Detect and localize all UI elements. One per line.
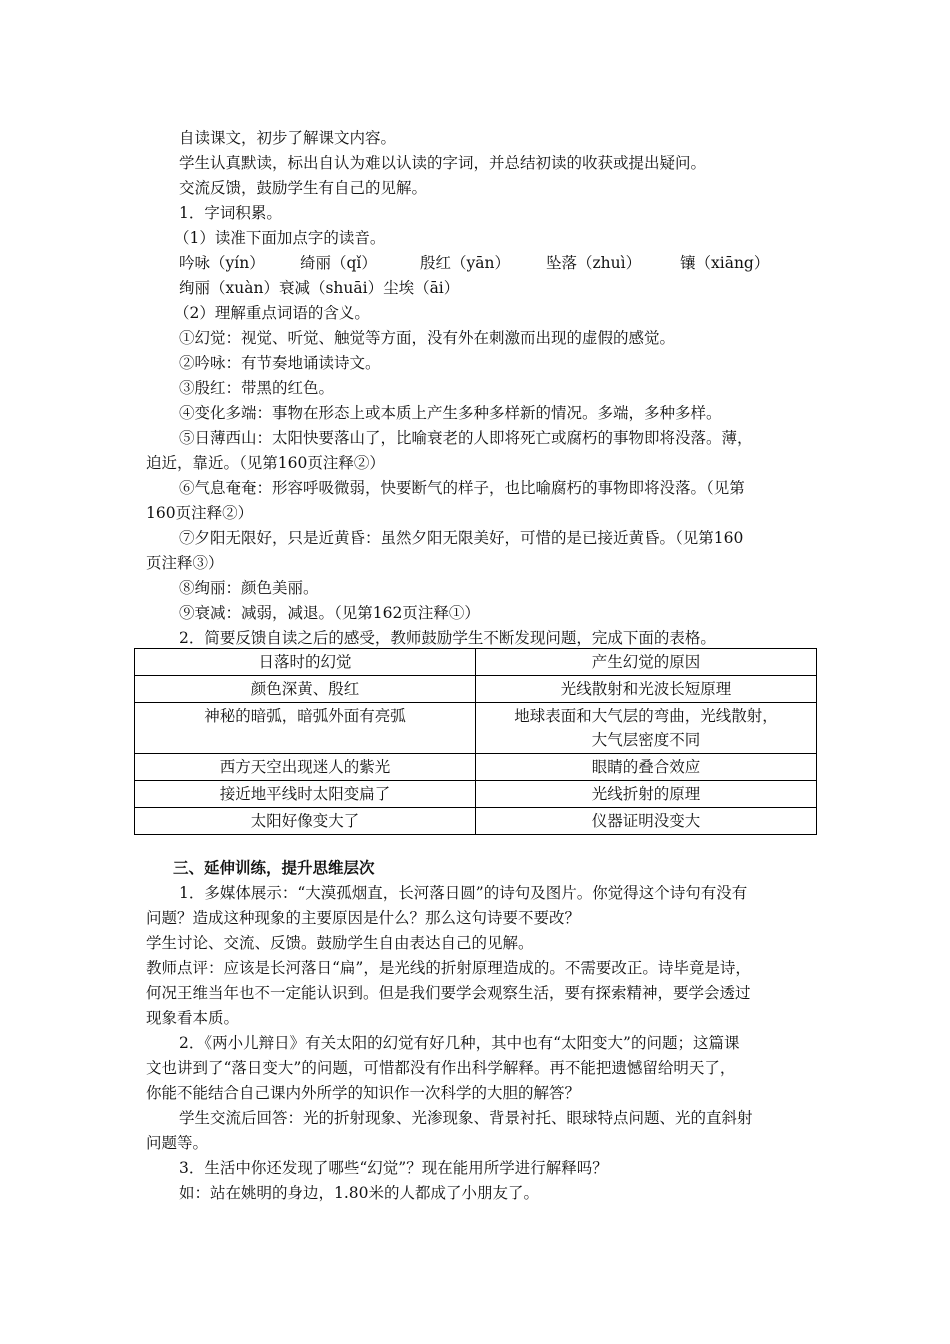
teacher-comment-cont: 何况王维当年也不一定能认识到。但是我们要学会观察生活，要有探索精神，要学会透过 — [146, 984, 751, 1002]
table-cell: 光线折射的原理 — [476, 781, 817, 808]
pronunciation-heading: （1）读准下面加点字的读音。 — [174, 229, 386, 247]
question-cont: 文也讲到了“落日变大”的问题，可惜都没有作出科学解释。再不能把遗憾留给明天了， — [146, 1059, 736, 1077]
pinyin-item: 坠落（zhuì） — [546, 254, 642, 272]
table-cell-line: 大气层密度不同 — [591, 731, 701, 749]
question: 1．多媒体展示：“大漠孤烟直，长河落日圆”的诗句及图片。你觉得这个诗句有没有 — [179, 884, 748, 902]
meaning-item: ⑦夕阳无限好，只是近黄昏：虽然夕阳无限美好，可惜的是已接近黄昏。（见第160 — [179, 529, 744, 547]
table-cell: 接近地平线时太阳变扁了 — [135, 781, 476, 808]
meaning-item: ⑤日薄西山：太阳快要落山了，比喻衰老的人即将死亡或腐朽的事物即将没落。薄， — [179, 429, 753, 447]
paragraph: 2．简要反馈自读之后的感受，教师鼓励学生不断发现问题，完成下面的表格。 — [179, 629, 716, 647]
teacher-comment: 教师点评：应该是长河落日“扁”，是光线的折射原理造成的。不需要改正。诗毕竟是诗， — [146, 959, 751, 977]
paragraph: 自读课文，初步了解课文内容。 — [179, 129, 397, 147]
meaning-item: ⑥气息奄奄：形容呼吸微弱，快要断气的样子，也比喻腐朽的事物即将没落。（见第 — [179, 479, 745, 497]
table-row — [135, 703, 817, 754]
pinyin-item: 殷红（yān） — [420, 254, 510, 272]
meaning-item: ⑨衰减：减弱，减退。（见第162页注释①） — [179, 604, 480, 622]
table-cell-line: 地球表面和大气层的弯曲，光线散射， — [514, 707, 778, 725]
table-cell: 颜色深黄、殷红 — [135, 676, 476, 703]
table-header: 产生幻觉的原因 — [476, 649, 817, 676]
meaning-item: ③殷红：带黑的红色。 — [179, 379, 335, 397]
meaning-item: ⑧绚丽：颜色美丽。 — [179, 579, 319, 597]
table-row — [135, 676, 817, 703]
meaning-item-cont: 页注释③） — [146, 554, 224, 572]
section-heading: 三、延伸训练，提升思维层次 — [173, 858, 375, 877]
question: 3．生活中你还发现了哪些“幻觉”？现在能用所学进行解释吗？ — [179, 1159, 608, 1177]
table-row — [135, 754, 817, 781]
example: 如：站在姚明的身边，1.80米的人都成了小朋友了。 — [179, 1184, 540, 1202]
meaning-item: ①幻觉：视觉、听觉、触觉等方面，没有外在刺激而出现的虚假的感觉。 — [179, 329, 676, 347]
question: 2．《两小儿辩日》有关太阳的幻觉有好几种，其中也有“太阳变大”的问题；这篇课 — [179, 1034, 740, 1052]
question-cont: 问题？造成这种现象的主要原因是什么？那么这句诗要不要改？ — [146, 909, 581, 927]
meaning-item: ④变化多端：事物在形态上或本质上产生多种多样新的情况。多端，多种多样。 — [179, 404, 722, 422]
table-cell: 太阳好像变大了 — [135, 808, 476, 835]
meaning-heading: （2）理解重点词语的含义。 — [174, 304, 370, 322]
table-header: 日落时的幻觉 — [135, 649, 476, 676]
table-cell: 光线散射和光波长短原理 — [476, 676, 817, 703]
table-header-row — [135, 649, 817, 676]
question-cont: 你能不能结合自己课内外所学的知识作一次科学的大胆的解答？ — [146, 1084, 581, 1102]
table-cell: 仪器证明没变大 — [476, 808, 817, 835]
table-row — [135, 808, 817, 835]
teacher-comment-cont: 现象看本质。 — [146, 1009, 240, 1027]
table-cell: 神秘的暗弧，暗弧外面有亮弧 — [135, 703, 476, 754]
table-row — [135, 781, 817, 808]
pronunciation-row — [179, 253, 769, 273]
paragraph: 交流反馈，鼓励学生有自己的见解。 — [179, 179, 428, 197]
vocab-heading: 1．字词积累。 — [179, 204, 282, 222]
meaning-item: ②吟咏：有节奏地诵读诗文。 — [179, 354, 381, 372]
paragraph: 学生讨论、交流、反馈。鼓励学生自由表达自己的见解。 — [146, 934, 534, 952]
table-cell: 眼睛的叠合效应 — [476, 754, 817, 781]
pinyin-item: 镶（xiāng） — [680, 254, 770, 272]
pinyin-item: 绮丽（qǐ） — [300, 254, 377, 272]
student-answer: 学生交流后回答：光的折射现象、光渗现象、背景衬托、眼球特点问题、光的直斜射 — [179, 1109, 753, 1127]
pronunciation-row: 绚丽（xuàn）衰减（shuāi）尘埃（āi） — [179, 279, 460, 297]
student-answer-cont: 问题等。 — [146, 1134, 209, 1152]
table-cell: 西方天空出现迷人的紫光 — [135, 754, 476, 781]
meaning-item-cont: 160页注释②） — [146, 504, 254, 522]
meaning-item-cont: 迫近，靠近。（见第160页注释②） — [146, 454, 385, 472]
paragraph: 学生认真默读，标出自认为难以认读的字词，并总结初读的收获或提出疑问。 — [179, 154, 707, 172]
sunset-illusion-table — [134, 648, 817, 835]
pinyin-item: 吟咏（yín） — [179, 254, 265, 272]
table-cell — [476, 703, 817, 754]
